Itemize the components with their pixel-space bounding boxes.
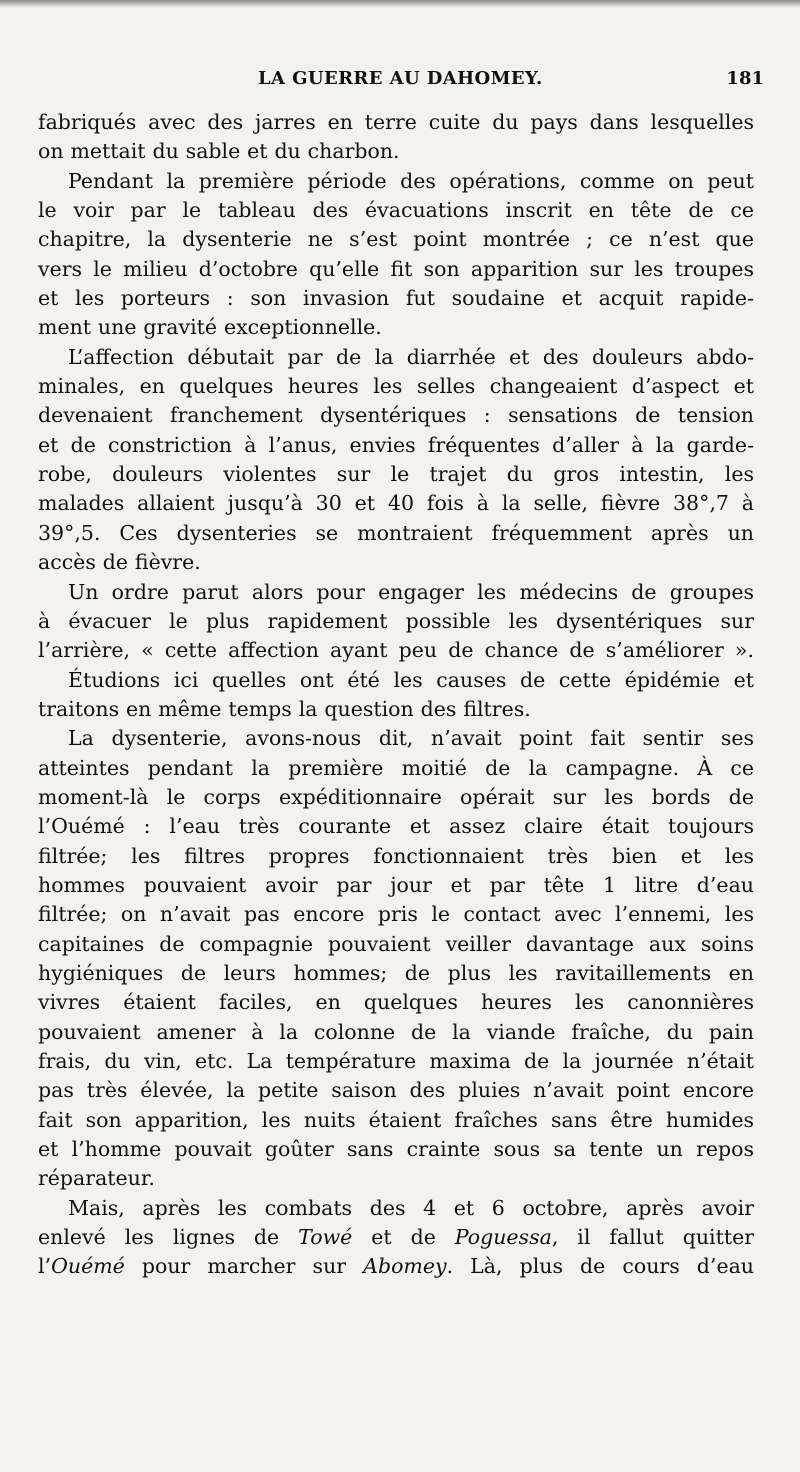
text-run: et de bbox=[352, 1225, 455, 1250]
text-line: atteintes pendant la première moitié de la campagne. À ce bbox=[38, 755, 754, 780]
paragraph bbox=[38, 1194, 754, 1282]
text-line: ment une gravité exceptionnelle. bbox=[38, 315, 382, 340]
paragraph bbox=[38, 578, 754, 666]
text-line: filtrée; les filtres propres fonctionnaient très bien et les bbox=[38, 843, 754, 868]
text-line: frais, du vin, etc. La température maxima de la journée n’était bbox=[38, 1049, 754, 1073]
text-line: Mais, après les combats des 4 et 6 octobre, après avoir bbox=[68, 1195, 754, 1220]
text-run: . Là, plus de cours d’eau bbox=[446, 1254, 754, 1279]
text-line: traitons en même temps la question des filtres. bbox=[38, 696, 531, 721]
text-line: moment-là le corps expéditionnaire opérait sur les bords de bbox=[38, 784, 754, 809]
text-line: vivres étaient faciles, en quelques heures les canonnières bbox=[38, 990, 754, 1015]
text-line: 39°,5. Ces dysenteries se montraient fréquemment après un bbox=[38, 520, 754, 545]
text-line: hommes pouvaient avoir par jour et par tête 1 litre d’eau bbox=[38, 872, 754, 897]
main-text bbox=[38, 108, 754, 1282]
text-line: La dysenterie, avons-nous dit, n’avait point fait sentir ses bbox=[68, 726, 754, 751]
text-line: capitaines de compagnie pouvaient veiller davantage aux soins bbox=[38, 931, 754, 956]
text-line bbox=[38, 1252, 754, 1281]
text-line: à évacuer le plus rapidement possible les dysentériques sur bbox=[38, 608, 754, 633]
text-line bbox=[38, 1223, 754, 1252]
text-line: hygiéniques de leurs hommes; de plus les ravitaillements en bbox=[38, 960, 754, 985]
text-line: et les porteurs : son invasion fut soudaine et acquit rapide- bbox=[38, 286, 754, 311]
text-run: pour marcher sur bbox=[124, 1254, 364, 1279]
text-line: Étudions ici quelles ont été les causes de cette épidémie et bbox=[68, 667, 754, 692]
text-line: L’affection débutait par de la diarrhée et des douleurs abdo- bbox=[68, 344, 754, 369]
text-run: enlevé les lignes de bbox=[38, 1225, 299, 1250]
text-line: accès de fièvre. bbox=[38, 550, 201, 575]
text-line: Pendant la première période des opérations, comme on peut bbox=[68, 168, 754, 193]
scan-top-edge bbox=[0, 0, 800, 8]
text-line: robe, douleurs violentes sur le trajet du gros intestin, les bbox=[38, 462, 754, 487]
place-name-poguessa: Poguessa bbox=[454, 1225, 552, 1250]
text-run: l’ bbox=[38, 1254, 52, 1279]
text-line: le voir par le tableau des évacuations inscrit en tête de ce bbox=[38, 198, 754, 223]
paragraph bbox=[38, 666, 754, 725]
paragraph bbox=[38, 724, 754, 1194]
running-title: LA GUERRE AU DAHOMEY. bbox=[258, 68, 543, 89]
paragraph bbox=[38, 167, 754, 343]
text-line: l’arrière, « cette affection ayant peu de chance de s’améliorer ». bbox=[38, 638, 754, 663]
text-line: pouvaient amener à la colonne de la viande fraîche, du pain bbox=[38, 1019, 754, 1044]
text-line: vers le milieu d’octobre qu’elle fit son apparition sur les troupes bbox=[38, 256, 754, 281]
text-line: on mettait du sable et du charbon. bbox=[38, 139, 400, 164]
text-line: et l’homme pouvait goûter sans crainte sous sa tente un repos bbox=[38, 1137, 754, 1162]
text-line: fabriqués avec des jarres en terre cuite du pays dans lesquelles bbox=[38, 110, 754, 134]
text-line: devenaient franchement dysentériques : sensations de tension bbox=[38, 403, 754, 428]
text-line: réparateur. bbox=[38, 1166, 155, 1191]
text-line: pas très élevée, la petite saison des pluies n’avait point encore bbox=[38, 1078, 754, 1103]
text-line: minales, en quelques heures les selles changeaient d’aspect et bbox=[38, 374, 754, 399]
paragraph bbox=[38, 343, 754, 578]
text-line: l’Ouémé : l’eau très courante et assez claire était toujours bbox=[38, 814, 754, 839]
text-line: fait son apparition, les nuits étaient fraîches sans être humides bbox=[38, 1107, 754, 1132]
page-number: 181 bbox=[726, 68, 764, 89]
running-header bbox=[0, 68, 800, 96]
text-line: chapitre, la dysenterie ne s’est point montrée ; ce n’est que bbox=[38, 227, 754, 252]
text-line: Un ordre parut alors pour engager les médecins de groupes bbox=[68, 579, 754, 604]
place-name-oueme: Ouémé bbox=[51, 1254, 125, 1279]
place-name-towe: Towé bbox=[298, 1225, 353, 1250]
text-run: , il fallut quitter bbox=[551, 1225, 755, 1250]
text-line: et de constriction à l’anus, envies fréquentes d’aller à la garde- bbox=[38, 432, 754, 457]
paragraph bbox=[38, 108, 754, 167]
place-name-abomey: Abomey bbox=[363, 1254, 447, 1279]
text-line: filtrée; on n’avait pas encore pris le contact avec l’ennemi, les bbox=[38, 902, 754, 927]
text-line: malades allaient jusqu’à 30 et 40 fois à la selle, fièvre 38°,7 à bbox=[38, 491, 754, 516]
